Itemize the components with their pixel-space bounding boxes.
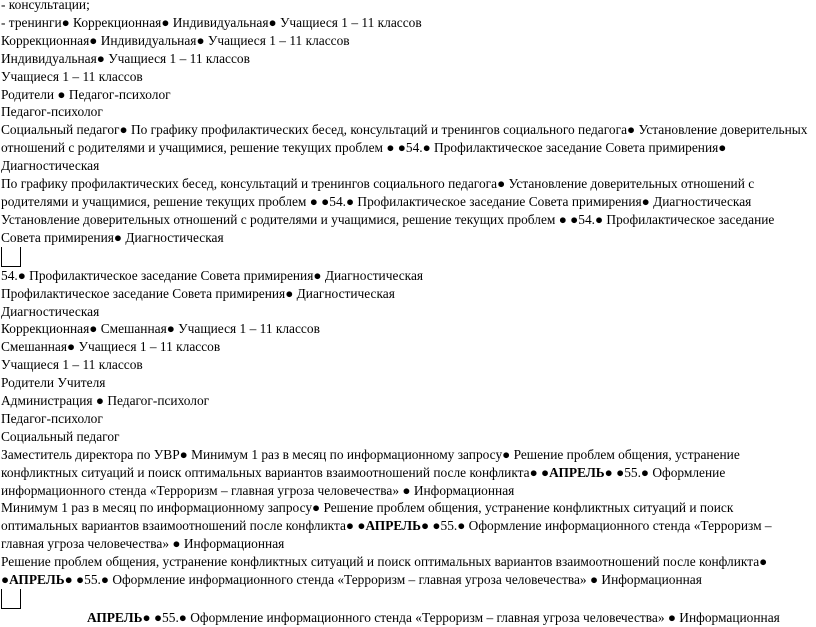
text-line (1, 609, 813, 627)
month-label: АПРЕЛЬ (365, 518, 421, 534)
text-line: Социальный педагог (1, 428, 120, 444)
text-run: ● ●55.● Оформление информационного стенда «Терроризм – главная угроза человечества» ● Информационная (1, 464, 726, 498)
empty-cell-box (1, 247, 21, 267)
text-line: Родители Учителя (1, 375, 106, 391)
text-run: Заместитель директора по УВР● Минимум 1 раз в месяц по информационному запросу● Решение проблем общения, устранение конфликтных ситуаций и поиск оптимальных вариантов взаимоотношений после конфликта● ● (1, 446, 740, 480)
text-line: 54.● Профилактическое заседание Совета примирения● Диагностическая (1, 267, 424, 283)
month-label: АПРЕЛЬ (87, 610, 143, 625)
document-body (1, 0, 813, 627)
text-run: ● ●55.● Оформление информационного стенда «Терроризм – главная угроза человечества» ● Информационная (64, 572, 702, 588)
text-line: Профилактическое заседание Совета примирения● Диагностическая (1, 285, 395, 301)
text-line: Учащиеся 1 – 11 классов (1, 68, 143, 84)
empty-cell-box (1, 589, 21, 609)
text-line: Администрация ● Педагог-психолог (1, 393, 210, 409)
text-line: - тренинги● Коррекционная● Индивидуальная● Учащиеся 1 – 11 классов (1, 14, 422, 30)
text-line: Коррекционная● Смешанная● Учащиеся 1 – 11 классов (1, 321, 320, 337)
text-line: Диагностическая (1, 303, 100, 319)
text-paragraph: Установление доверительных отношений с родителями и учащимися, решение текущих проблем ● ●54.● Профилактическое заседание Совета примирения● Диагностическая (1, 211, 775, 245)
text-line: Коррекционная● Индивидуальная● Учащиеся 1 – 11 классов (1, 32, 350, 48)
text-paragraph (1, 499, 813, 553)
text-line: Педагог-психолог (1, 104, 103, 120)
month-label: АПРЕЛЬ (9, 572, 65, 588)
month-label: АПРЕЛЬ (549, 464, 605, 480)
text-run: Минимум 1 раз в месяц по информационному запросу● Решение проблем общения, устранение конфликтных ситуаций и поиск оптимальных вариантов взаимоотношений после конфликта● ● (1, 500, 734, 534)
text-line: Смешанная● Учащиеся 1 – 11 классов (1, 339, 221, 355)
text-paragraph: Социальный педагог● По графику профилактических бесед, консультаций и тренингов социального педагога● Установление доверительных отношений с родителями и учащимися, решение текущих проблем ● ●54.● Профилактическое заседание Совета примирения● Диагностическая (1, 122, 808, 174)
text-run: ● ●55.● Оформление информационного стенда «Терроризм – главная угроза человечества» ● Информационная (1, 518, 772, 552)
text-paragraph: По графику профилактических бесед, консультаций и тренингов социального педагога● Установление доверительных отношений с родителями и учащимися, решение текущих проблем ● ●54.● Профилактическое заседание Совета примирения● Диагностическая (1, 176, 755, 209)
text-line: Учащиеся 1 – 11 классов (1, 357, 143, 373)
text-run: Решение проблем общения, устранение конфликтных ситуаций и поиск оптимальных вариантов взаимоотношений после конфликта● ● (1, 554, 768, 588)
text-line: - консультации; (1, 0, 90, 12)
text-line: Родители ● Педагог-психолог (1, 86, 171, 102)
text-line: Педагог-психолог (1, 410, 103, 426)
text-paragraph (1, 446, 813, 500)
text-paragraph (1, 553, 813, 589)
text-line: Индивидуальная● Учащиеся 1 – 11 классов (1, 50, 250, 66)
text-run: ● ●55.● Оформление информационного стенда «Терроризм – главная угроза человечества» ● Информационная (142, 610, 780, 625)
